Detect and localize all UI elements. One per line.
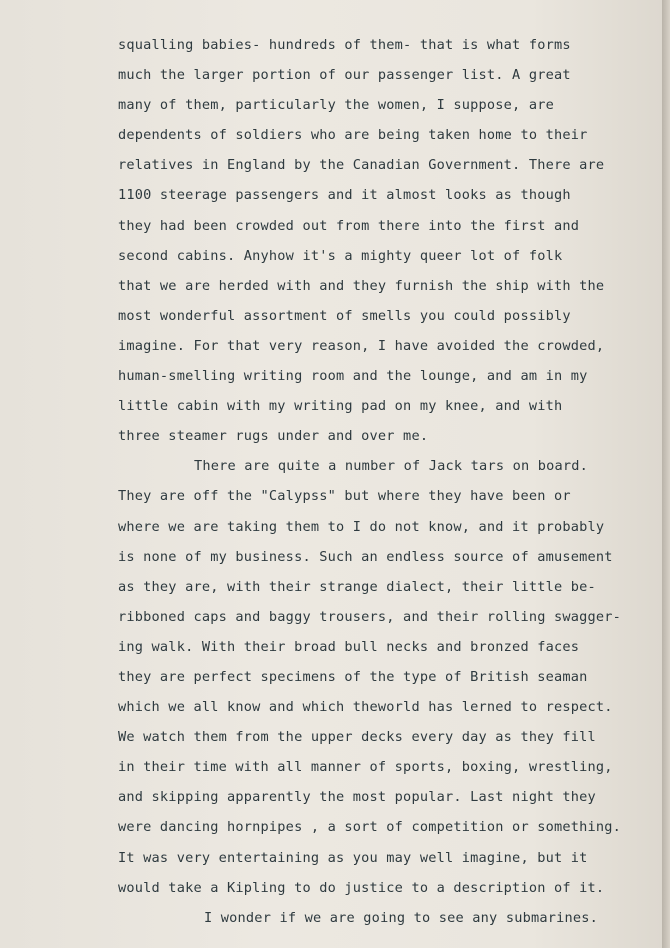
text-line: 1100 steerage passengers and it almost looks as though (118, 187, 571, 204)
text-line: most wonderful assortment of smells you could possibly (118, 307, 571, 324)
page-edge (662, 0, 670, 948)
text-line: as they are, with their strange dialect, their little be- (118, 578, 596, 595)
text-line: many of them, particularly the women, I suppose, are (118, 97, 554, 114)
text-line: would take a Kipling to do justice to a description of it. (118, 879, 605, 896)
text-line: human-smelling writing room and the lounge, and am in my (118, 368, 588, 385)
text-line: squalling babies- hundreds of them- that is what forms (118, 37, 571, 53)
text-line: second cabins. Anyhow it's a mighty queer lot of folk (118, 247, 563, 264)
text-line: We watch them from the upper decks every day as they fill (118, 729, 596, 746)
text-line: imagine. For that very reason, I have avoided the crowded, (118, 337, 605, 354)
text-line: which we all know and which theworld has lerned to respect. (118, 699, 613, 716)
text-line: were dancing hornpipes , a sort of competition or something. (118, 819, 622, 836)
text-line: they are perfect specimens of the type of British seaman (118, 668, 588, 685)
text-line: I wonder if we are going to see any submarines. (204, 909, 599, 926)
text-line: It was very entertaining as you may well imagine, but it (118, 849, 588, 866)
text-line: is none of my business. Such an endless source of amusement (118, 548, 613, 565)
text-line: ing walk. With their broad bull necks and bronzed faces (118, 638, 580, 655)
text-line: relatives in England by the Canadian Government. There are (118, 157, 605, 174)
text-line: dependents of soldiers who are being taken home to their (118, 127, 588, 144)
text-line: in their time with all manner of sports, boxing, wrestling, (118, 759, 613, 776)
text-line: They are off the "Calypss" but where they have been or (118, 488, 571, 505)
text-line: that we are herded with and they furnish the ship with the (118, 277, 605, 294)
text-line: ribboned caps and baggy trousers, and their rolling swagger- (118, 608, 622, 625)
typed-text (118, 30, 663, 933)
text-line: little cabin with my writing pad on my knee, and with (118, 398, 563, 415)
text-line: much the larger portion of our passenger list. A great (118, 67, 571, 84)
text-line: and skipping apparently the most popular. Last night they (118, 789, 596, 806)
text-line: where we are taking them to I do not know, and it probably (118, 518, 605, 535)
text-line: three steamer rugs under and over me. (118, 428, 429, 445)
text-line: There are quite a number of Jack tars on board. (194, 458, 589, 475)
text-line: they had been crowded out from there into the first and (118, 217, 580, 234)
